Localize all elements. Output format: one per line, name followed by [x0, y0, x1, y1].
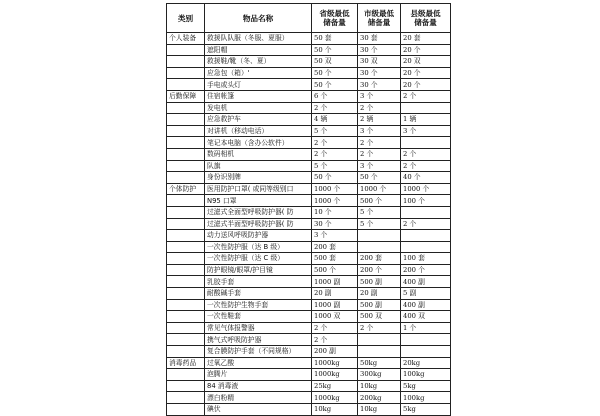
province-min-cell: 6 个 [312, 90, 358, 102]
province-min-cell: 10kg [312, 404, 358, 416]
province-min-cell: 2 个 [312, 102, 358, 114]
county-min-cell: 100 套 [401, 253, 451, 265]
category-cell-continued [167, 218, 205, 230]
item-name-cell: 一次性鞋套 [205, 311, 312, 323]
table-row [167, 357, 451, 369]
table-row [167, 137, 451, 149]
county-min-cell: 200 个 [401, 264, 451, 276]
county-min-cell: 20 套 [401, 33, 451, 45]
county-min-cell [401, 346, 451, 358]
category-cell-continued [167, 44, 205, 56]
item-name-cell: 应急包（箱）' [205, 67, 312, 79]
table-row [167, 276, 451, 288]
item-name-cell: 一次性防护生物手套 [205, 299, 312, 311]
item-name-cell: 数码相机 [205, 148, 312, 160]
province-min-cell: 200 套 [312, 241, 358, 253]
item-name-cell: 应急救护车 [205, 114, 312, 126]
item-name-cell: 队旗 [205, 160, 312, 172]
table-row [167, 125, 451, 137]
city-min-cell: 2 个 [358, 102, 401, 114]
item-name-cell: 医用防护口罩( 或同等级别口 [205, 183, 312, 195]
county-min-cell: 20 双 [401, 56, 451, 68]
city-min-cell: 500 双 [358, 311, 401, 323]
city-min-cell: 200kg [358, 392, 401, 404]
county-min-cell: 1 个 [401, 322, 451, 334]
item-name-cell: 身份识别牌 [205, 172, 312, 184]
category-cell-continued [167, 288, 205, 300]
county-min-cell: 20 个 [401, 44, 451, 56]
category-cell-continued [167, 137, 205, 149]
category-cell: 消毒药品 [167, 357, 205, 369]
item-name-cell: 遮阳帽 [205, 44, 312, 56]
category-cell-continued [167, 241, 205, 253]
province-min-cell: 1000 副 [312, 276, 358, 288]
province-min-cell: 4 辆 [312, 114, 358, 126]
county-min-cell [401, 241, 451, 253]
header-city-text: 市级最低 储备量 [364, 9, 394, 27]
city-min-cell: 500 个 [358, 195, 401, 207]
item-name-cell: 过滤式半面型呼吸防护器( 防 [205, 218, 312, 230]
category-cell-continued [167, 322, 205, 334]
table-body [167, 33, 451, 416]
table-row [167, 33, 451, 45]
county-min-cell: 2 个 [401, 218, 451, 230]
county-min-cell: 2 个 [401, 148, 451, 160]
province-min-cell: 1000kg [312, 357, 358, 369]
header-county-text: 县级最低 储备量 [410, 9, 441, 27]
province-min-cell: 50 个 [312, 79, 358, 91]
city-min-cell: 20 副 [358, 288, 401, 300]
city-min-cell: 2 辆 [358, 114, 401, 126]
table-header-row [167, 4, 451, 33]
province-min-cell: 50 个 [312, 67, 358, 79]
item-name-cell: 乳胶手套 [205, 276, 312, 288]
table-row [167, 195, 451, 207]
item-name-cell: 防护眼镜/眼罩/护目镜 [205, 264, 312, 276]
province-min-cell: 1000kg [312, 369, 358, 381]
item-name-cell: 耐酸碱手套 [205, 288, 312, 300]
county-min-cell: 5 副 [401, 288, 451, 300]
category-cell-continued [167, 148, 205, 160]
reserve-table [166, 3, 451, 416]
category-cell-continued [167, 276, 205, 288]
category-cell-continued [167, 369, 205, 381]
header-item-name: 物品名称 [205, 4, 312, 33]
table-row [167, 114, 451, 126]
city-min-cell: 200 套 [358, 253, 401, 265]
header-county-min [401, 4, 451, 33]
table-row [167, 241, 451, 253]
province-min-cell: 50 套 [312, 33, 358, 45]
item-name-cell: 常见气体报警器 [205, 322, 312, 334]
city-min-cell: 2 个 [358, 322, 401, 334]
city-min-cell [358, 241, 401, 253]
province-min-cell: 2 个 [312, 148, 358, 160]
province-min-cell: 50 双 [312, 56, 358, 68]
county-min-cell: 400 副 [401, 276, 451, 288]
province-min-cell: 3 个 [312, 230, 358, 242]
table-row [167, 299, 451, 311]
item-name-cell: 过滤式全面型呼吸防护器( 防 [205, 206, 312, 218]
city-min-cell: 50kg [358, 357, 401, 369]
province-min-cell: 50 个 [312, 172, 358, 184]
city-min-cell: 30 个 [358, 67, 401, 79]
category-cell-continued [167, 380, 205, 392]
category-cell-continued [167, 102, 205, 114]
header-category: 类别 [167, 4, 205, 33]
item-name-cell: 住宿帐篷 [205, 90, 312, 102]
city-min-cell: 10kg [358, 380, 401, 392]
city-min-cell: 5 个 [358, 206, 401, 218]
county-min-cell: 20 个 [401, 67, 451, 79]
table-row [167, 369, 451, 381]
item-name-cell: 笔记本电脑（含办公软件） [205, 137, 312, 149]
province-min-cell: 1000 个 [312, 195, 358, 207]
category-cell-continued [167, 125, 205, 137]
table-row [167, 392, 451, 404]
item-name-cell: 一次性防护服（达 B 级） [205, 241, 312, 253]
city-min-cell: 50 个 [358, 172, 401, 184]
item-name-cell: 携气式呼吸防护器 [205, 334, 312, 346]
item-name-cell: 复合膜防护手套（不同规格） [205, 346, 312, 358]
province-min-cell: 5 个 [312, 125, 358, 137]
table-row [167, 264, 451, 276]
county-min-cell: 20kg [401, 357, 451, 369]
category-cell-continued [167, 206, 205, 218]
province-min-cell: 50 个 [312, 44, 358, 56]
city-min-cell: 2 个 [358, 137, 401, 149]
city-min-cell: 200 个 [358, 264, 401, 276]
table-row [167, 56, 451, 68]
table-row [167, 380, 451, 392]
category-cell-continued [167, 311, 205, 323]
table-row [167, 253, 451, 265]
city-min-cell [358, 230, 401, 242]
county-min-cell: 5kg [401, 404, 451, 416]
city-min-cell: 10kg [358, 404, 401, 416]
county-min-cell: 3 个 [401, 125, 451, 137]
category-cell: 个人装备 [167, 33, 205, 45]
table-row [167, 172, 451, 184]
province-min-cell: 10 个 [312, 206, 358, 218]
category-cell-continued [167, 346, 205, 358]
item-name-cell: 救援队队服（冬服、夏服） [205, 33, 312, 45]
table-row [167, 206, 451, 218]
table-row [167, 346, 451, 358]
item-name-cell: 84 消毒液 [205, 380, 312, 392]
county-min-cell [401, 137, 451, 149]
province-min-cell: 1000 个 [312, 183, 358, 195]
province-min-cell: 200 副 [312, 346, 358, 358]
county-min-cell: 1 辆 [401, 114, 451, 126]
city-min-cell: 3 个 [358, 90, 401, 102]
table-row [167, 218, 451, 230]
county-min-cell: 100 个 [401, 195, 451, 207]
category-cell-continued [167, 79, 205, 91]
category-cell: 个体防护 [167, 183, 205, 195]
county-min-cell: 40 个 [401, 172, 451, 184]
table-row [167, 79, 451, 91]
city-min-cell: 1000 个 [358, 183, 401, 195]
county-min-cell: 5kg [401, 380, 451, 392]
city-min-cell: 30 套 [358, 33, 401, 45]
table-row [167, 44, 451, 56]
table-row [167, 160, 451, 172]
county-min-cell [401, 230, 451, 242]
table-row [167, 404, 451, 416]
city-min-cell: 30 双 [358, 56, 401, 68]
item-name-cell: 漂白粉精 [205, 392, 312, 404]
table-row [167, 288, 451, 300]
category-cell-continued [167, 160, 205, 172]
category-cell-continued [167, 56, 205, 68]
table-row [167, 334, 451, 346]
province-min-cell: 2 个 [312, 322, 358, 334]
county-min-cell: 2 个 [401, 90, 451, 102]
city-min-cell: 2 个 [358, 148, 401, 160]
city-min-cell: 500 副 [358, 276, 401, 288]
province-min-cell: 5 个 [312, 160, 358, 172]
item-name-cell: 对讲机（移动电话） [205, 125, 312, 137]
category-cell: 后勤保障 [167, 90, 205, 102]
table-row [167, 311, 451, 323]
province-min-cell: 30 个 [312, 218, 358, 230]
city-min-cell [358, 334, 401, 346]
header-city-min [358, 4, 401, 33]
county-min-cell [401, 102, 451, 114]
county-min-cell [401, 334, 451, 346]
province-min-cell: 500 个 [312, 264, 358, 276]
table-row [167, 102, 451, 114]
table-row [167, 148, 451, 160]
city-min-cell: 300kg [358, 369, 401, 381]
category-cell-continued [167, 230, 205, 242]
city-min-cell: 3 个 [358, 125, 401, 137]
province-min-cell: 2 个 [312, 137, 358, 149]
province-min-cell: 20 副 [312, 288, 358, 300]
city-min-cell: 5 个 [358, 218, 401, 230]
category-cell-continued [167, 172, 205, 184]
county-min-cell: 400 副 [401, 299, 451, 311]
county-min-cell: 20 个 [401, 79, 451, 91]
category-cell-continued [167, 67, 205, 79]
category-cell-continued [167, 264, 205, 276]
item-name-cell: 手电或头灯 [205, 79, 312, 91]
item-name-cell: 碘伏 [205, 404, 312, 416]
header-province-text: 省级最低 储备量 [319, 9, 350, 27]
city-min-cell: 3 个 [358, 160, 401, 172]
item-name-cell: 救援鞋/靴（冬、夏） [205, 56, 312, 68]
category-cell-continued [167, 392, 205, 404]
category-cell-continued [167, 334, 205, 346]
table-row [167, 230, 451, 242]
province-min-cell: 1000kg [312, 392, 358, 404]
county-min-cell: 100kg [401, 392, 451, 404]
city-min-cell: 30 个 [358, 44, 401, 56]
province-min-cell: 2 个 [312, 334, 358, 346]
category-cell-continued [167, 114, 205, 126]
county-min-cell: 400 双 [401, 311, 451, 323]
province-min-cell: 1000 副 [312, 299, 358, 311]
table-row [167, 322, 451, 334]
province-min-cell: 1000 双 [312, 311, 358, 323]
category-cell-continued [167, 195, 205, 207]
province-min-cell: 25kg [312, 380, 358, 392]
table-row [167, 183, 451, 195]
item-name-cell: 泡腾片 [205, 369, 312, 381]
category-cell-continued [167, 404, 205, 416]
county-min-cell: 100kg [401, 369, 451, 381]
province-min-cell: 500 套 [312, 253, 358, 265]
category-cell-continued [167, 253, 205, 265]
table-row [167, 90, 451, 102]
city-min-cell [358, 346, 401, 358]
category-cell-continued [167, 299, 205, 311]
header-province-min [312, 4, 358, 33]
city-min-cell: 30 个 [358, 79, 401, 91]
item-name-cell: N95 口罩 [205, 195, 312, 207]
county-min-cell: 1000 个 [401, 183, 451, 195]
table-row [167, 67, 451, 79]
item-name-cell: 动力送风呼吸防护器 [205, 230, 312, 242]
item-name-cell: 过氧乙酸 [205, 357, 312, 369]
item-name-cell: 一次性防护服（达 C 级） [205, 253, 312, 265]
county-min-cell [401, 206, 451, 218]
city-min-cell: 500 副 [358, 299, 401, 311]
item-name-cell: 发电机 [205, 102, 312, 114]
county-min-cell: 2 个 [401, 160, 451, 172]
